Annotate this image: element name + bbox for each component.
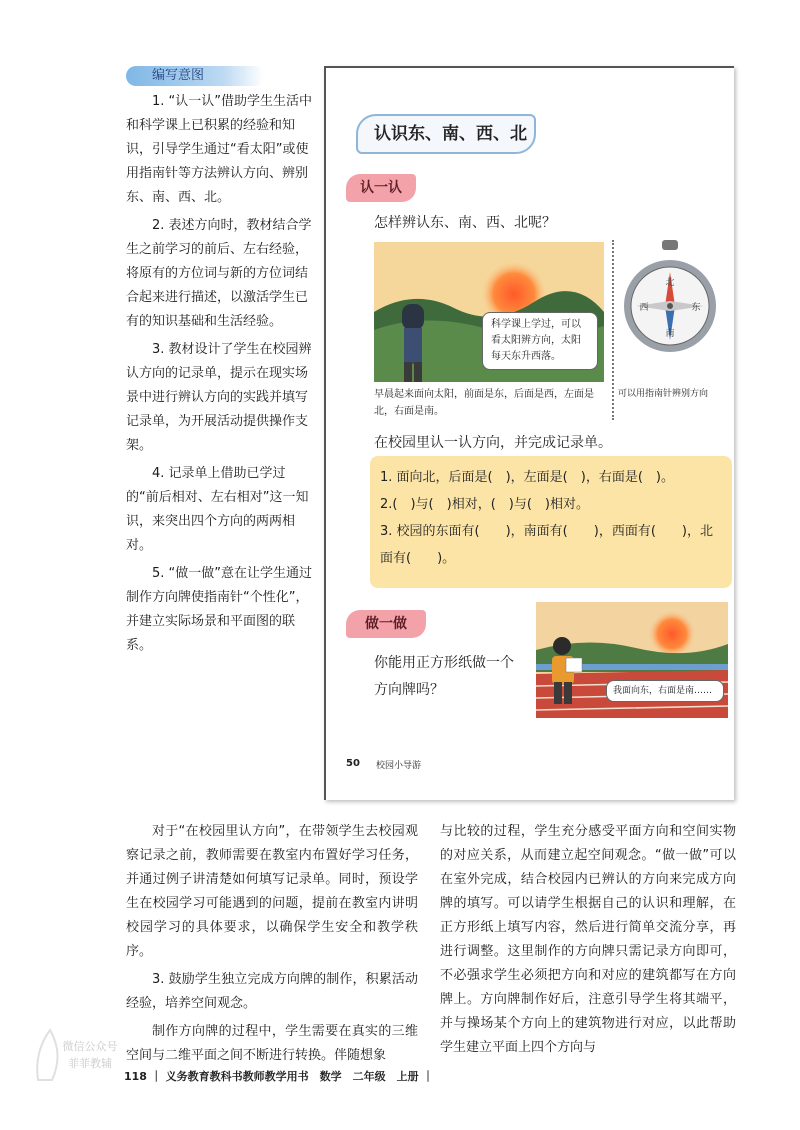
tag-zuoyi: 做一做 (346, 610, 426, 638)
intent-item-2: 2. 表述方向时，教材结合学生之前学习的前后、左右经验，将原有的方位词与新的方位词结合起来进行描述，以激活学生已有的知识基础和生活经验。 (126, 218, 312, 329)
intent-item-1: 1. “认一认”借助学生生活中和科学课上已积累的经验和知识，引导学生通过“看太阳”或使用指南针等方法辨认方向、辨别东、南、西、北。 (126, 94, 313, 205)
dotted-divider (612, 240, 614, 420)
sun-speech-bubble: 科学课上学过，可以看太阳辨方向，太阳每天东升西落。 (482, 312, 598, 370)
intent-item-4: 4. 记录单上借助已学过的“前后相对、左右相对”这一知识，来突出四个方向的两两相对。 (126, 466, 309, 553)
compass-east: 东 (691, 303, 701, 313)
page-unit-label: 校园小导游 (376, 761, 422, 771)
page-number: 50 (346, 758, 360, 769)
textbook-page (324, 66, 734, 800)
record-sheet (370, 456, 732, 588)
intent-badge: 编写意图 (126, 66, 264, 86)
commentary-para-2: 3. 鼓励学生独立完成方向牌的制作，积累活动经验，培养空间观念。 (126, 972, 418, 1011)
intro-question: 怎样辨认东、南、西、北呢？ (374, 215, 556, 231)
do-question: 你能用正方形纸做一个方向牌吗？ (374, 655, 514, 698)
compass-icon (622, 240, 718, 370)
watermark-line-2: 菲菲教辅 (68, 1057, 112, 1070)
sunrise-caption: 早晨起来面向太阳，前面是东，后面是西，左面是北，右面是南。 (374, 389, 594, 417)
lesson-title: 认识东、南、西、北 (374, 124, 527, 144)
compass-south: 南 (665, 329, 675, 339)
tag-renyi: 认一认 (346, 174, 416, 202)
watermark-leaf-icon (30, 1024, 70, 1084)
lesson-title-banner (356, 114, 536, 154)
record-line-2: 2.( )与( )相对，( )与( )相对。 (380, 497, 589, 512)
campus-task: 在校园里认一认方向，并完成记录单。 (374, 435, 612, 451)
track-speech-bubble: 我面向东，右面是南…… (606, 680, 724, 702)
record-line-1: 1. 面向北，后面是( )，左面是( )，右面是( )。 (380, 470, 674, 485)
sunrise-illustration (374, 242, 604, 382)
intent-list (126, 90, 314, 662)
record-line-3: 3. 校园的东面有( )，南面有( )，西面有( )，北面有( )。 (380, 524, 713, 566)
compass-north: 北 (665, 278, 675, 288)
watermark-line-1: 微信公众号 (62, 1040, 118, 1053)
commentary-right (440, 820, 736, 1064)
commentary-para-4: 与比较的过程，学生充分感受平面方向和空间实物的对应关系，从而建立起空间观念。“做一做”可以在室外完成，结合校园内已辨认的方向来完成方向牌的填写。可以请学生根据自己的认识和理解，在正方形纸上填写内容，然后进行简单交流分享，再进行调整。这里制作的方向牌只需记录方向即可，不必强求学生必须把方向和对应的建筑都写在方向牌上。方向牌制作好后，注意引导学生将其端平，并与操场某个方向上的建筑物进行对应，以此帮助学生建立平面上四个方向与 (440, 824, 736, 1055)
compass-caption: 可以用指南针辨别方向 (618, 389, 709, 399)
commentary-para-3: 制作方向牌的过程中，学生需要在真实的三维空间与二维平面之间不断进行转换。伴随想象 (126, 1024, 418, 1063)
page-footer: 118 ｜ 义务教育教科书教师教学用书 数学 二年级 上册 ｜ (124, 1070, 434, 1083)
commentary-left (126, 820, 418, 1072)
intent-item-3: 3. 教材设计了学生在校园辨认方向的记录单，提示在现实场景中进行辨认方向的实践并填写记录单，为开展活动提供操作支架。 (126, 342, 312, 453)
compass-west: 西 (639, 303, 649, 313)
commentary-para-1: 对于“在校园里认方向”，在带领学生去校园观察记录之前，教师需要在教室内布置好学习任务，并通过例子讲清楚如何填写记录单。同时，预设学生在校园学习可能遇到的问题，提前在教室内讲明校园学习的具体要求，以确保学生安全和教学秩序。 (126, 824, 418, 959)
track-illustration (536, 602, 728, 718)
intent-item-5: 5. “做一做”意在让学生通过制作方向牌使指南针“个性化”，并建立实际场景和平面图的联系。 (126, 566, 313, 653)
